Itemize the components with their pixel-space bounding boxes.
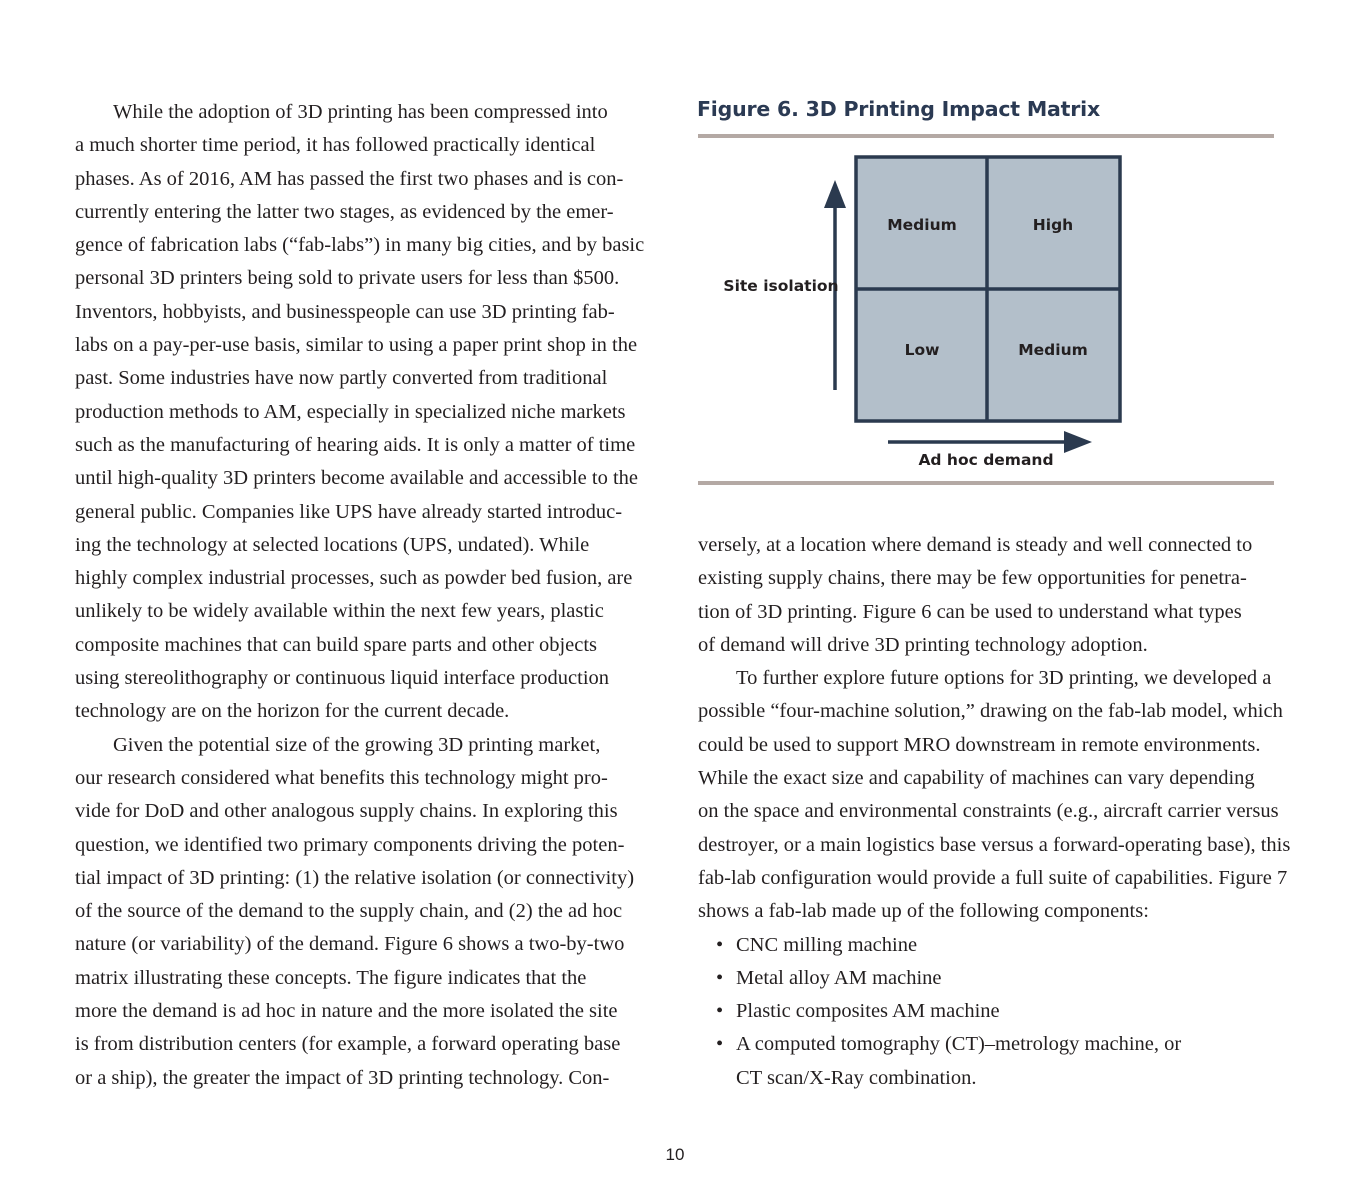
paragraph-line: could be used to support MRO downstream in remote environments. [698,733,1261,756]
paragraph-line: tion of 3D printing. Figure 6 can be used to understand what types [698,600,1242,623]
list-item-continuation: CT scan/X-Ray combination. [736,1066,977,1089]
left-text-column [75,96,655,1095]
paragraph-line: production methods to AM, especially in specialized niche markets [75,400,626,423]
list-item [698,962,1276,995]
paragraph-line: Inventors, hobbyists, and businesspeople can use 3D printing fab- [75,300,615,323]
paragraph-line: existing supply chains, there may be few opportunities for penetra- [698,567,1247,590]
paragraph-line: ing the technology at selected locations (UPS, undated). While [75,533,590,556]
cell-top-right-label: High [1032,216,1074,234]
paragraph-line: on the space and environmental constraints (e.g., aircraft carrier versus [698,800,1279,823]
paragraph-line: tial impact of 3D printing: (1) the relative isolation (or connectivity) [75,866,635,889]
list-item-text: Metal alloy AM machine [736,966,942,989]
paragraph-line: fab-lab configuration would provide a full suite of capabilities. Figure 7 [698,866,1288,889]
cell-bottom-left-label: Low [904,341,940,359]
figure-title: Figure 6. 3D Printing Impact Matrix [697,97,1101,121]
paragraph-line: unlikely to be widely available within the next few years, plastic [75,600,604,623]
figure-bottom-rule [698,481,1274,485]
paragraph-line: technology are on the horizon for the current decade. [75,700,510,723]
paragraph-line: of demand will drive 3D printing technology adoption. [698,633,1148,656]
paragraph-line: past. Some industries have now partly converted from traditional [75,367,608,390]
paragraph-line: using stereolithography or continuous liquid interface production [75,667,610,690]
list-item-text: A computed tomography (CT)–metrology machine, or [736,1033,1182,1056]
paragraph-line: general public. Companies like UPS have already started introduc- [75,500,623,523]
y-axis-label: Site isolation [723,277,839,295]
paragraph-line: personal 3D printers being sold to private users for less than $500. [75,267,620,290]
paragraph-line: highly complex industrial processes, such as powder bed fusion, are [75,567,633,590]
paragraph-line: currently entering the latter two stages, as evidenced by the emer- [75,200,614,223]
paragraph-line: labs on a pay-per-use basis, similar to using a paper print shop in the [75,334,638,357]
paragraph-line: is from distribution centers (for example, a forward operating base [75,1033,621,1056]
impact-matrix-diagram [698,140,1274,480]
components-bullet-list [698,929,1276,1095]
paragraph-line: While the adoption of 3D printing has been compressed into [113,101,608,123]
paragraph-line: of the source of the demand to the supply chain, and (2) the ad hoc [75,900,623,923]
paragraph-line: until high-quality 3D printers become available and accessible to the [75,467,638,490]
paragraph-line: or a ship), the greater the impact of 3D printing technology. Con- [75,1066,610,1089]
bullet-icon: • [716,1033,724,1056]
paragraph-line: such as the manufacturing of hearing aids. It is only a matter of time [75,433,636,456]
list-item [698,1028,1276,1061]
bullet-icon: • [716,1000,724,1023]
bullet-icon: • [716,933,724,956]
figure-top-rule [698,134,1274,138]
y-axis-arrowhead-icon [824,180,846,208]
paragraph-line: our research considered what benefits this technology might pro- [75,766,608,789]
cell-top-left-label: Medium [887,216,957,234]
paragraph-line: phases. As of 2016, AM has passed the first two phases and is con- [75,167,624,190]
list-item-text: CNC milling machine [736,933,918,956]
paragraph-line: vide for DoD and other analogous supply chains. In exploring this [75,800,618,823]
paragraph-line: matrix illustrating these concepts. The figure indicates that the [75,966,587,989]
x-axis-label: Ad hoc demand [918,451,1054,469]
paragraph-line: Given the potential size of the growing 3D printing market, [113,733,601,756]
paragraph-line: composite machines that can build spare parts and other objects [75,633,598,656]
paragraph-line: gence of fabrication labs (“fab-labs”) in many big cities, and by basic [75,234,645,257]
bullet-icon: • [716,966,724,989]
paragraph-line: versely, at a location where demand is steady and well connected to [698,534,1253,556]
cell-bottom-right-label: Medium [1018,341,1088,359]
paragraph-line: more the demand is ad hoc in nature and the more isolated the site [75,1000,618,1023]
paragraph-line: While the exact size and capability of machines can vary depending [698,767,1255,790]
x-axis-arrowhead-icon [1064,431,1092,453]
right-text-column [698,529,1291,1095]
paragraph-line: question, we identified two primary components driving the poten- [75,833,625,856]
paragraph-line: To further explore future options for 3D printing, we developed a [736,667,1272,690]
paragraph-line: a much shorter time period, it has followed practically identical [75,134,596,157]
page-number: 10 [665,1145,685,1164]
list-item [698,995,1276,1028]
list-item-text: Plastic composites AM machine [736,1000,1000,1023]
paragraph-line: possible “four-machine solution,” drawing on the fab-lab model, which [698,700,1283,723]
list-item [698,929,1276,962]
paragraph-line: destroyer, or a main logistics base versus a forward-operating base), this [698,833,1291,856]
paragraph-line: shows a fab-lab made up of the following components: [698,900,1149,923]
paragraph-line: nature (or variability) of the demand. Figure 6 shows a two-by-two [75,933,625,956]
